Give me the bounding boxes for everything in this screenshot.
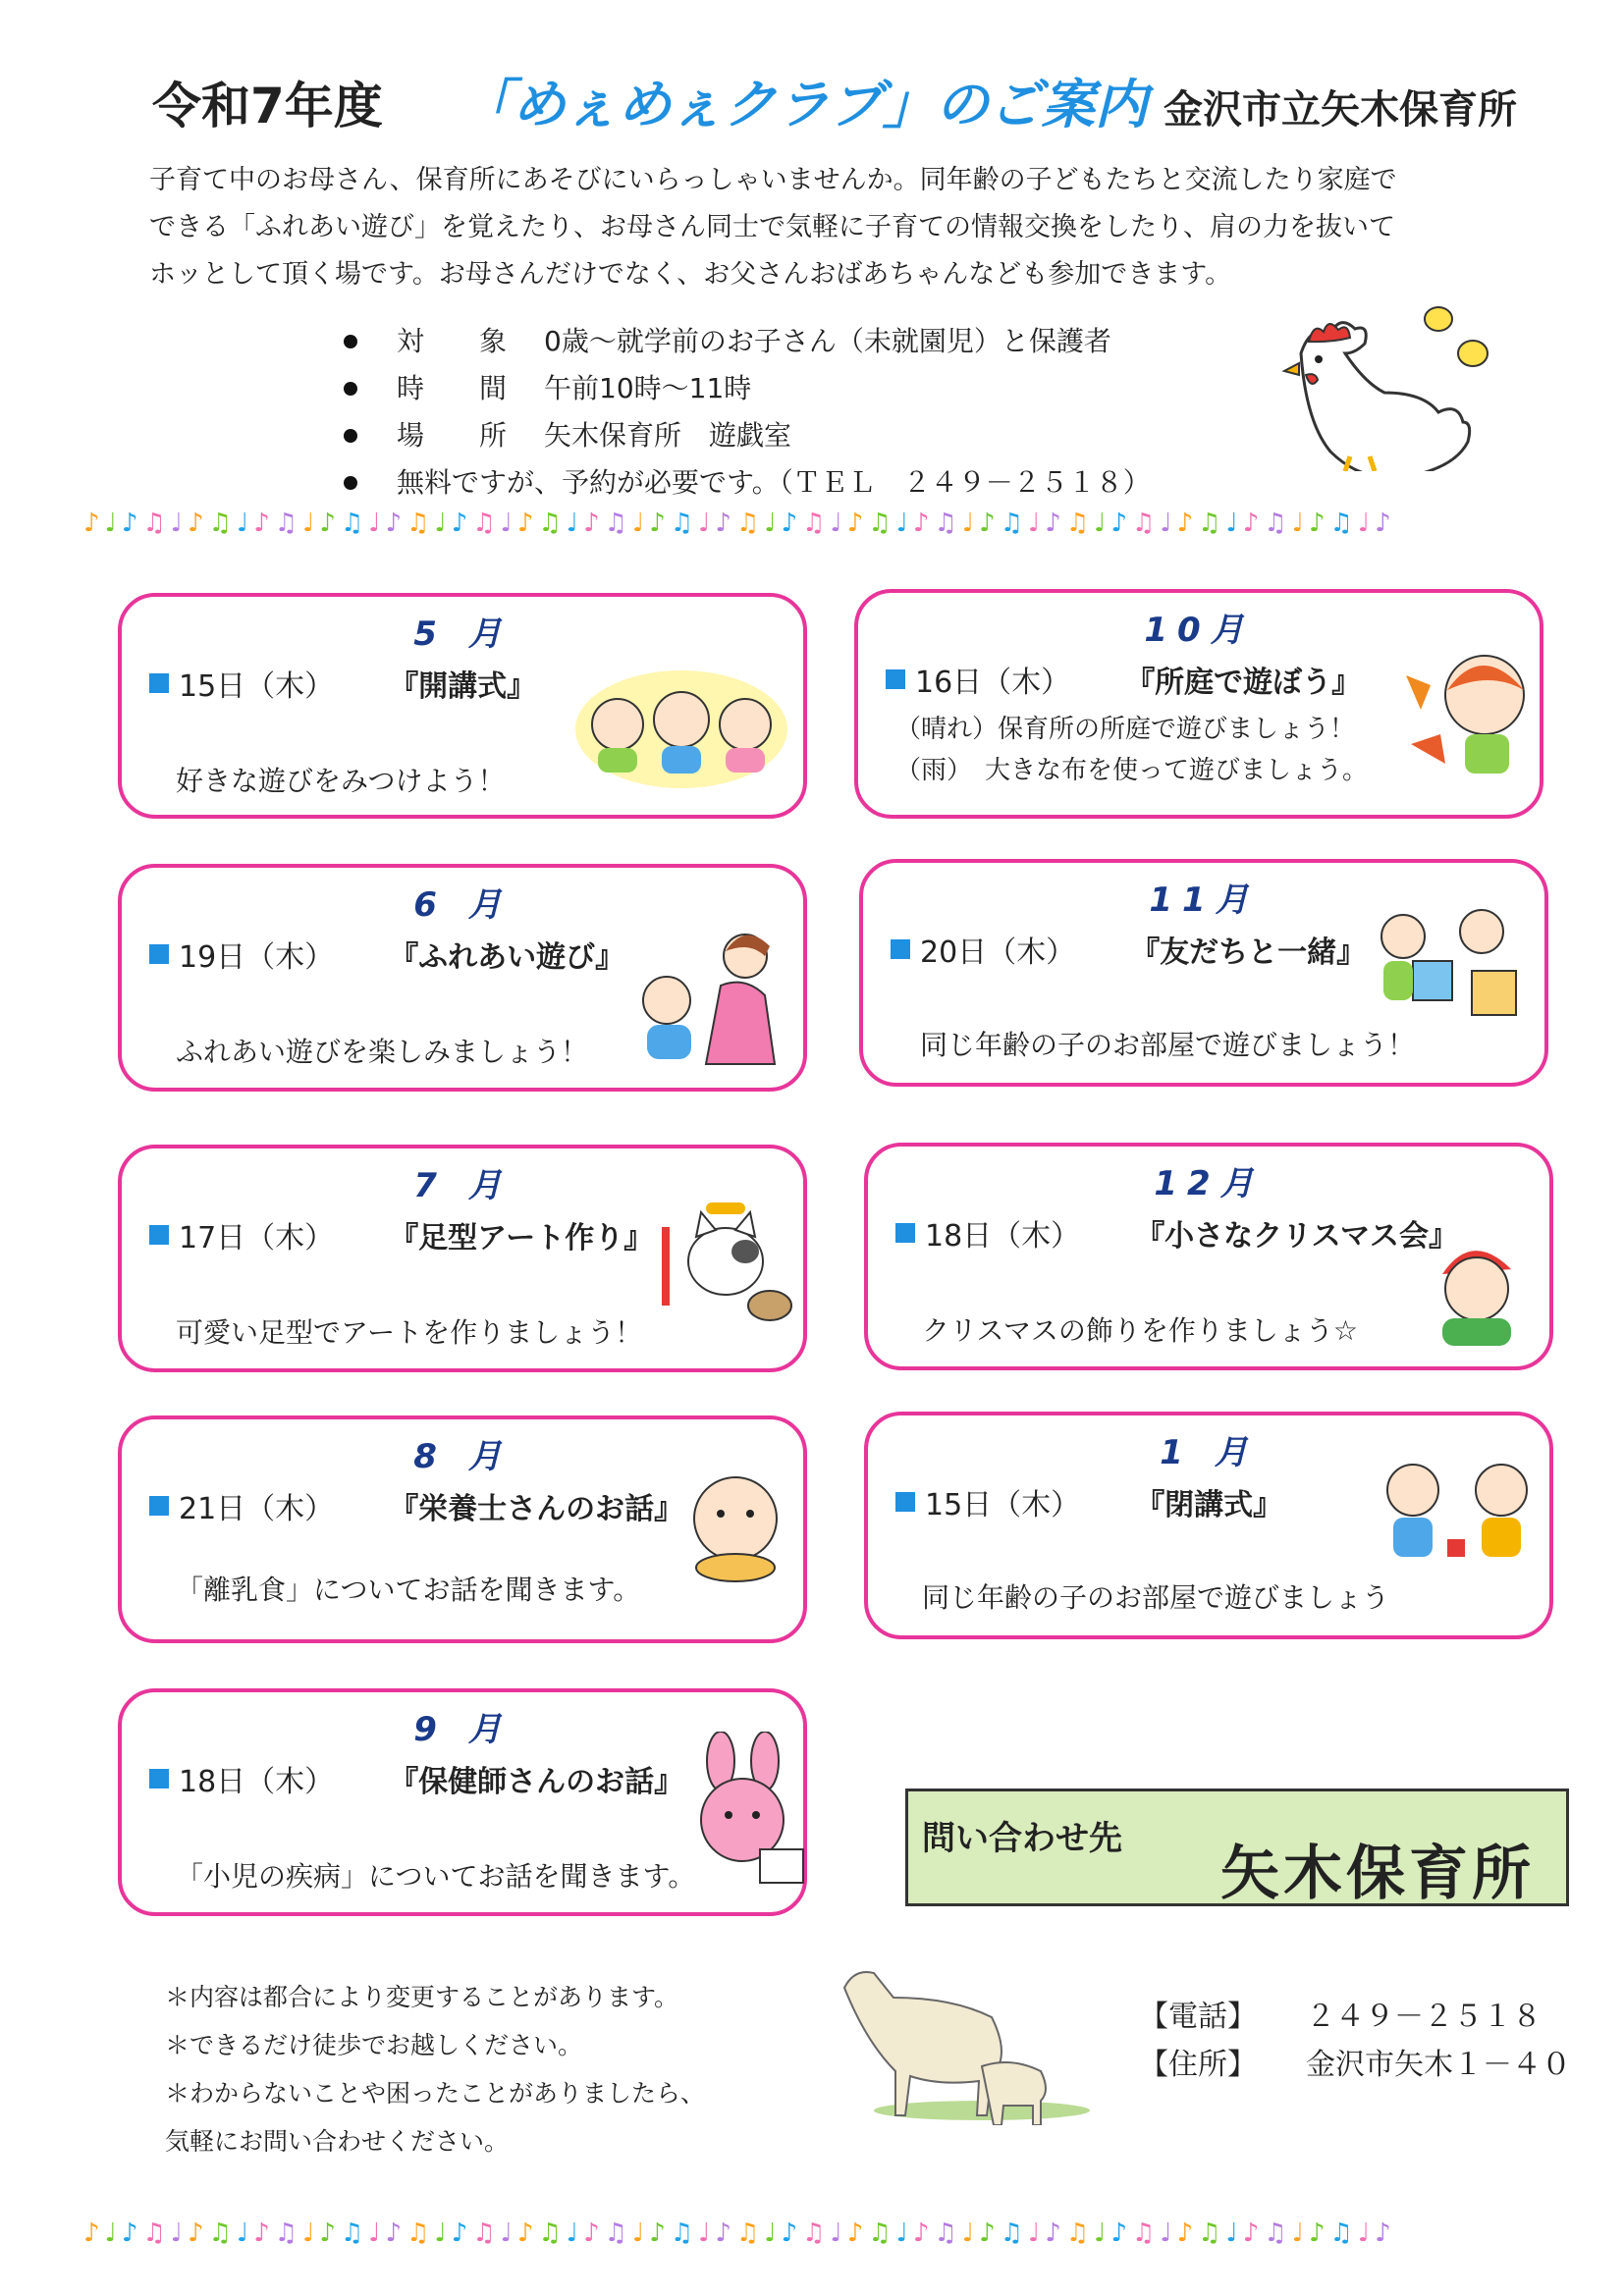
music-note-icon: ♪	[1375, 2218, 1396, 2248]
music-note-icon: ♪	[912, 508, 935, 538]
music-note-icon: ♩	[764, 508, 782, 538]
music-note-icon: ♪	[781, 508, 803, 538]
music-note-icon: ♫	[1198, 508, 1226, 538]
music-note-icon: ♩	[1357, 508, 1376, 538]
event-aug	[118, 1415, 807, 1643]
footnote-line: ＊わからないことや困ったことがありましたら、	[165, 2079, 706, 2108]
music-note-icon: ♩	[1028, 2218, 1046, 2248]
music-note-icon: ♫	[208, 2218, 237, 2248]
bullet-dot	[344, 429, 357, 443]
square-bullet	[149, 1496, 169, 1516]
music-note-divider-bottom	[83, 2218, 1546, 2258]
contact-box	[905, 1789, 1569, 1906]
music-note-icon: ♪	[649, 2218, 671, 2248]
music-note-icon: ♫	[736, 508, 765, 538]
music-note-icon: ♩	[764, 2218, 782, 2248]
bullet-dot	[344, 335, 357, 348]
square-bullet	[149, 1225, 169, 1245]
music-note-icon: ♫	[802, 508, 831, 538]
event-month: 11月	[1149, 881, 1259, 920]
music-note-icon: ♩	[895, 508, 913, 538]
music-note-icon: ♪	[583, 2218, 605, 2248]
contact-name: 矢木保育所	[1220, 1840, 1535, 1908]
music-note-icon: ♩	[631, 508, 650, 538]
music-note-icon: ♩	[1357, 2218, 1376, 2248]
music-note-icon: ♩	[1094, 508, 1111, 538]
music-note-icon: ♪	[516, 508, 539, 538]
event-description: 好きな遊びをみつけよう！	[176, 765, 506, 797]
cat-painter-icon	[652, 1188, 799, 1335]
music-note-icon: ♫	[1000, 2218, 1028, 2248]
event-description: 同じ年齢の子のお部屋で遊びましょう	[922, 1581, 1390, 1614]
music-note-icon: ♪	[83, 2218, 105, 2248]
music-note-icon: ♩	[302, 508, 320, 538]
music-note-icon: ♫	[406, 2218, 435, 2248]
music-note-icon: ♫	[208, 508, 237, 538]
music-note-icon: ♩	[1225, 2218, 1243, 2248]
square-bullet	[895, 1223, 915, 1243]
music-note-icon: ♩	[1028, 508, 1046, 538]
event-month: 12月	[1154, 1164, 1264, 1203]
music-note-icon: ♫	[340, 2218, 369, 2248]
intro-line: ホッとして頂く場です。お母さんだけでなく、お父さんおばあちゃんなども参加できます。	[149, 259, 1232, 290]
music-note-icon: ♫	[1132, 2218, 1161, 2248]
event-may	[118, 593, 807, 819]
music-note-icon: ♩	[895, 2218, 913, 2248]
music-note-icon: ♫	[802, 2218, 831, 2248]
music-note-icon: ♫	[670, 508, 699, 538]
music-note-icon: ♪	[583, 508, 605, 538]
square-bullet	[149, 944, 169, 964]
music-note-icon: ♩	[698, 2218, 716, 2248]
music-note-icon: ♪	[253, 2218, 275, 2248]
music-note-icon: ♪	[188, 508, 209, 538]
music-note-icon: ♩	[236, 508, 254, 538]
music-note-icon: ♩	[170, 2218, 189, 2248]
music-note-icon: ♩	[631, 2218, 650, 2248]
event-headline: 15日（木） 『閉講式』	[895, 1480, 1282, 1523]
music-note-icon: ♫	[1264, 508, 1292, 538]
footnote-line: ＊できるだけ徒歩でお越しください。	[165, 2031, 583, 2059]
music-note-icon: ♩	[1160, 2218, 1177, 2248]
music-note-icon: ♫	[142, 2218, 171, 2248]
music-note-icon: ♩	[434, 2218, 452, 2248]
music-note-icon: ♩	[1094, 2218, 1111, 2248]
music-note-icon: ♫	[868, 508, 896, 538]
event-description: 「離乳食」についてお話を聞きます。	[176, 1574, 641, 1606]
music-note-icon: ♩	[566, 2218, 584, 2248]
music-note-icon: ♪	[253, 508, 275, 538]
baby-eating-icon	[672, 1465, 799, 1592]
music-note-icon: ♫	[142, 508, 171, 538]
music-note-icon: ♩	[368, 2218, 386, 2248]
music-note-icon: ♫	[274, 508, 303, 538]
mother-baby-icon	[623, 917, 799, 1074]
music-note-icon: ♪	[1308, 2218, 1330, 2248]
music-note-icon: ♪	[385, 508, 407, 538]
footnote-line: 気軽にお問い合わせください。	[165, 2127, 510, 2156]
music-note-icon: ♩	[170, 508, 189, 538]
music-note-icon: ♪	[121, 2218, 143, 2248]
music-note-icon: ♫	[472, 508, 501, 538]
bullet-target: 対 象 0歳～就学前のお子さん（未就園児）と保護者	[344, 318, 1151, 365]
music-note-icon: ♫	[1264, 2218, 1292, 2248]
music-note-icon: ♪	[188, 2218, 209, 2248]
music-note-icon: ♪	[1242, 508, 1265, 538]
music-note-icon: ♪	[1045, 508, 1066, 538]
music-note-icon: ♫	[868, 2218, 896, 2248]
goats-icon	[825, 1949, 1090, 2125]
music-note-icon: ♪	[649, 508, 671, 538]
event-headline: 18日（木） 『保健師さんのお話』	[149, 1757, 683, 1800]
music-note-icon: ♩	[302, 2218, 320, 2248]
toddlers-blocks-icon	[1354, 902, 1541, 1030]
event-description-sunny: （晴れ）保育所の所庭で遊びましょう！	[895, 715, 1356, 744]
event-headline: 18日（木） 『小さなクリスマス会』	[895, 1211, 1458, 1255]
music-note-icon: ♫	[934, 508, 962, 538]
music-note-icon: ♪	[1375, 508, 1396, 538]
music-note-icon: ♫	[472, 2218, 501, 2248]
contact-label: 問い合わせ先	[922, 1819, 1122, 1858]
music-note-icon: ♩	[566, 508, 584, 538]
contact-info	[1139, 1993, 1571, 2089]
address: 金沢市矢木１－４０	[1306, 2048, 1571, 2082]
bullet-dot	[344, 476, 357, 490]
page-title: 「めぇめぇクラブ」のご案内	[460, 74, 1148, 135]
event-month: 7 月	[413, 1166, 512, 1205]
event-month: 8 月	[413, 1437, 512, 1476]
music-note-icon: ♪	[1308, 508, 1330, 538]
square-bullet	[149, 673, 169, 693]
music-note-icon: ♫	[538, 508, 567, 538]
music-note-icon: ♪	[516, 2218, 539, 2248]
music-note-icon: ♪	[715, 508, 736, 538]
event-oct	[854, 589, 1543, 819]
square-bullet	[895, 1492, 915, 1512]
event-headline: 17日（木） 『足型アート作り』	[149, 1213, 653, 1256]
bullet-fee: 無料ですが、予約が必要です。（ＴＥＬ ２４９－２５１８）	[344, 459, 1151, 507]
music-note-icon: ♪	[1110, 2218, 1133, 2248]
music-note-icon: ♩	[500, 508, 517, 538]
address-row: 【住所】 金沢市矢木１－４０	[1139, 2041, 1571, 2089]
music-note-icon: ♫	[1065, 2218, 1095, 2248]
child-leaves-icon	[1396, 636, 1543, 783]
music-note-icon: ♩	[104, 2218, 122, 2248]
music-note-divider-top	[83, 508, 1546, 548]
music-note-icon: ♪	[83, 508, 105, 538]
santa-baby-icon	[1418, 1235, 1536, 1353]
music-note-icon: ♪	[1045, 2218, 1066, 2248]
event-headline: 15日（木） 『開講式』	[149, 662, 536, 705]
music-note-icon: ♫	[1065, 508, 1095, 538]
music-note-icon: ♪	[1176, 508, 1199, 538]
event-month: 5 月	[413, 614, 512, 654]
event-headline: 19日（木） 『ふれあい遊び』	[149, 933, 624, 976]
event-month: 6 月	[413, 885, 512, 925]
music-note-icon: ♪	[451, 2218, 473, 2248]
music-note-icon: ♫	[736, 2218, 765, 2248]
music-note-icon: ♪	[1176, 2218, 1199, 2248]
footnote-line: ＊内容は都合により変更することがあります。	[165, 1983, 679, 2011]
music-note-icon: ♪	[319, 2218, 341, 2248]
music-note-icon: ♪	[1242, 2218, 1265, 2248]
music-note-icon: ♫	[604, 2218, 632, 2248]
music-note-icon: ♩	[500, 2218, 517, 2248]
music-note-icon: ♩	[368, 508, 386, 538]
babies-icon	[573, 666, 789, 793]
intro-line: できる「ふれあい遊び」を覚えたり、お母さん同士で気軽に子育ての情報交換をしたり、肩の力を抜いて	[149, 212, 1395, 242]
music-note-icon: ♩	[961, 508, 980, 538]
footnotes	[165, 1973, 705, 2165]
bullet-dot	[344, 382, 357, 396]
event-description: クリスマスの飾りを作りましょう☆	[922, 1314, 1358, 1347]
music-note-icon: ♪	[385, 2218, 407, 2248]
rooster-icon	[1262, 294, 1497, 471]
music-note-icon: ♫	[274, 2218, 303, 2248]
music-note-icon: ♫	[670, 2218, 699, 2248]
music-note-icon: ♩	[830, 508, 847, 538]
event-description: 同じ年齢の子のお部屋で遊びましょう！	[920, 1029, 1416, 1061]
event-month: 1 月	[1160, 1433, 1258, 1472]
info-bullets	[344, 318, 1151, 507]
event-headline: 20日（木） 『友だちと一緒』	[891, 928, 1366, 971]
music-note-icon: ♫	[538, 2218, 567, 2248]
music-note-icon: ♪	[846, 2218, 869, 2248]
organization-name: 金沢市立矢木保育所	[1164, 87, 1517, 133]
page-year: 令和7年度	[152, 78, 383, 134]
phone-number: ２４９－２５１８	[1306, 2000, 1542, 2034]
music-note-icon: ♫	[604, 508, 632, 538]
event-description: 可愛い足型でアートを作りましょう！	[176, 1316, 643, 1349]
bullet-time: 時 間 午前10時～11時	[344, 365, 1151, 412]
music-note-icon: ♫	[934, 2218, 962, 2248]
music-note-icon: ♩	[1225, 508, 1243, 538]
music-note-icon: ♪	[121, 508, 143, 538]
music-note-icon: ♪	[979, 508, 1001, 538]
square-bullet	[886, 669, 905, 689]
music-note-icon: ♩	[1160, 508, 1177, 538]
music-note-icon: ♫	[1132, 508, 1161, 538]
intro-line: 子育て中のお母さん、保育所にあそびにいらっしゃいませんか。同年齢の子どもたちと交流したり家庭で	[149, 165, 1397, 195]
music-note-icon: ♫	[1329, 2218, 1358, 2248]
music-note-icon: ♩	[698, 508, 716, 538]
music-note-icon: ♪	[319, 508, 341, 538]
event-jul	[118, 1145, 807, 1372]
music-note-icon: ♪	[912, 2218, 935, 2248]
event-headline: 21日（木） 『栄養士さんのお話』	[149, 1484, 683, 1527]
intro-text	[149, 157, 1504, 298]
music-note-icon: ♫	[406, 508, 435, 538]
music-note-icon: ♫	[1000, 508, 1028, 538]
music-note-icon: ♫	[1329, 508, 1358, 538]
event-dec	[864, 1143, 1553, 1370]
music-note-icon: ♫	[340, 508, 369, 538]
square-bullet	[891, 939, 910, 959]
music-note-icon: ♩	[104, 508, 122, 538]
music-note-icon: ♩	[236, 2218, 254, 2248]
event-description: 「小児の疾病」についてお話を聞きます。	[176, 1860, 696, 1893]
music-note-icon: ♩	[961, 2218, 980, 2248]
toddlers-playing-icon	[1369, 1451, 1545, 1578]
event-month: 10月	[1144, 611, 1254, 650]
music-note-icon: ♪	[979, 2218, 1001, 2248]
event-description-rain: （雨） 大きな布を使って遊びましょう。	[895, 756, 1369, 785]
music-note-icon: ♪	[781, 2218, 803, 2248]
music-note-icon: ♫	[1198, 2218, 1226, 2248]
bullet-place: 場 所 矢木保育所 遊戯室	[344, 412, 1151, 459]
phone-row: 【電話】 ２４９－２５１８	[1139, 1993, 1571, 2041]
event-nov	[859, 859, 1548, 1087]
music-note-icon: ♪	[1110, 508, 1133, 538]
music-note-icon: ♪	[715, 2218, 736, 2248]
music-note-icon: ♩	[1291, 508, 1309, 538]
music-note-icon: ♩	[434, 508, 452, 538]
music-note-icon: ♪	[451, 508, 473, 538]
event-jun	[118, 864, 807, 1092]
music-note-icon: ♪	[846, 508, 869, 538]
square-bullet	[149, 1769, 169, 1789]
event-jan	[864, 1412, 1553, 1639]
music-note-icon: ♩	[1291, 2218, 1309, 2248]
event-headline: 16日（木） 『所庭で遊ぼう』	[886, 658, 1361, 701]
rabbit-nurse-icon	[681, 1732, 807, 1889]
event-sep	[118, 1688, 807, 1916]
music-note-icon: ♩	[830, 2218, 847, 2248]
event-description: ふれあい遊びを楽しみましょう！	[176, 1036, 589, 1068]
event-month: 9 月	[413, 1710, 512, 1749]
